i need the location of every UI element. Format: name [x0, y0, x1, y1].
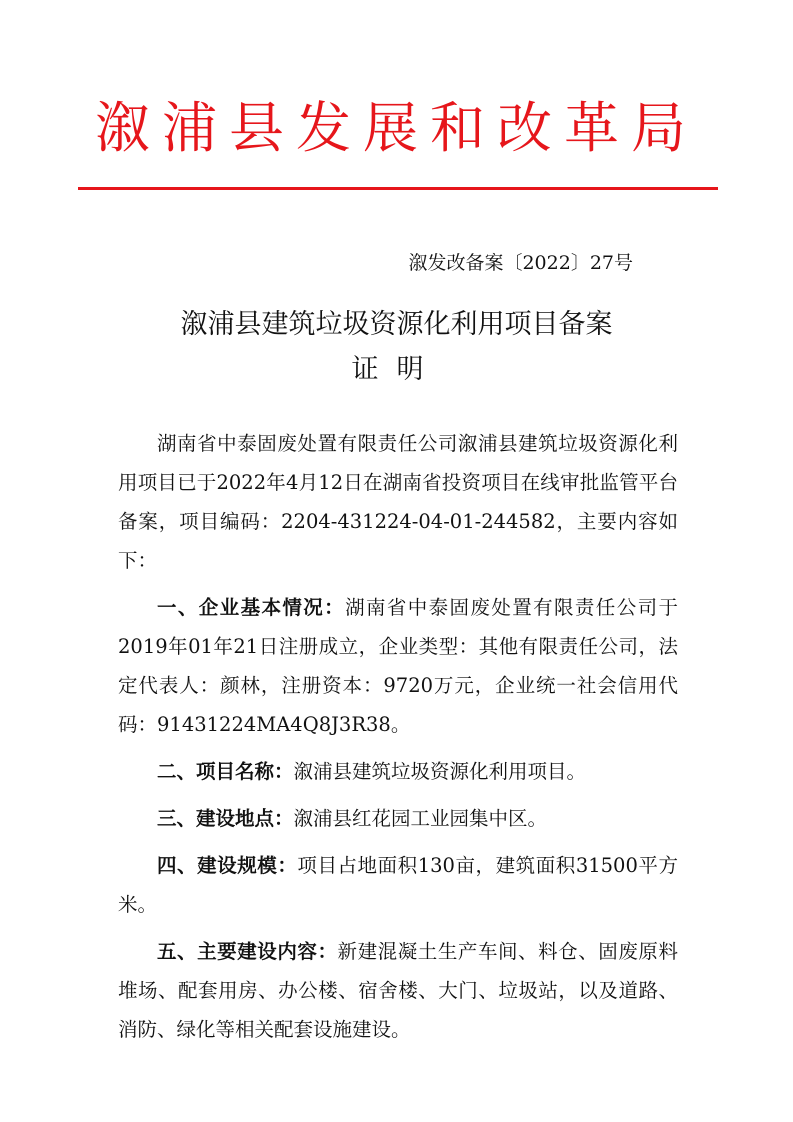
section-text: 项目占地面积130亩，建筑面积31500平方米。 [118, 854, 678, 916]
document-body [118, 424, 678, 1049]
section-heading: 四、建设规模： [157, 854, 298, 877]
section-text: 湖南省中泰固废处置有限责任公司于2019年01年21日注册成立，企业类型：其他有限责任公司，法定代表人：颜林，注册资本：9720万元，企业统一社会信用代码：91431224MA4Q8J3R38。 [118, 596, 678, 736]
section-paragraph [118, 932, 678, 1049]
section-heading: 五、主要建设内容： [157, 940, 338, 963]
document-title: 溆浦县建筑垃圾资源化利用项目备案 [180, 309, 613, 340]
section-text: 溆浦县红花园工业园集中区。 [293, 807, 548, 830]
section-paragraph [118, 588, 678, 744]
section-paragraph [118, 752, 678, 791]
section-paragraph [118, 799, 678, 838]
section-heading: 一、企业基本情况： [157, 596, 346, 619]
org-masthead: 溆浦县发展和改革局 [94, 96, 698, 160]
red-divider [78, 187, 718, 190]
document-subtitle: 证明 [351, 354, 442, 385]
section-text: 新建混凝土生产车间、料仓、固废原料堆场、配套用房、办公楼、宿舍楼、大门、垃圾站，以及道路、消防、绿化等相关配套设施建设。 [118, 940, 678, 1041]
intro-paragraph: 湖南省中泰固废处置有限责任公司溆浦县建筑垃圾资源化利用项目已于2022年4月12日在湖南省投资项目在线审批监管平台备案，项目编码：2204-431224-04-01-244582，主要内容如下： [118, 432, 678, 572]
section-heading: 二、项目名称： [157, 760, 294, 783]
section-paragraph [118, 846, 678, 924]
section-heading: 三、建设地点： [157, 807, 294, 830]
section-text: 溆浦县建筑垃圾资源化利用项目。 [293, 760, 587, 783]
document-number: 溆发改备案〔2022〕27号 [408, 252, 633, 274]
